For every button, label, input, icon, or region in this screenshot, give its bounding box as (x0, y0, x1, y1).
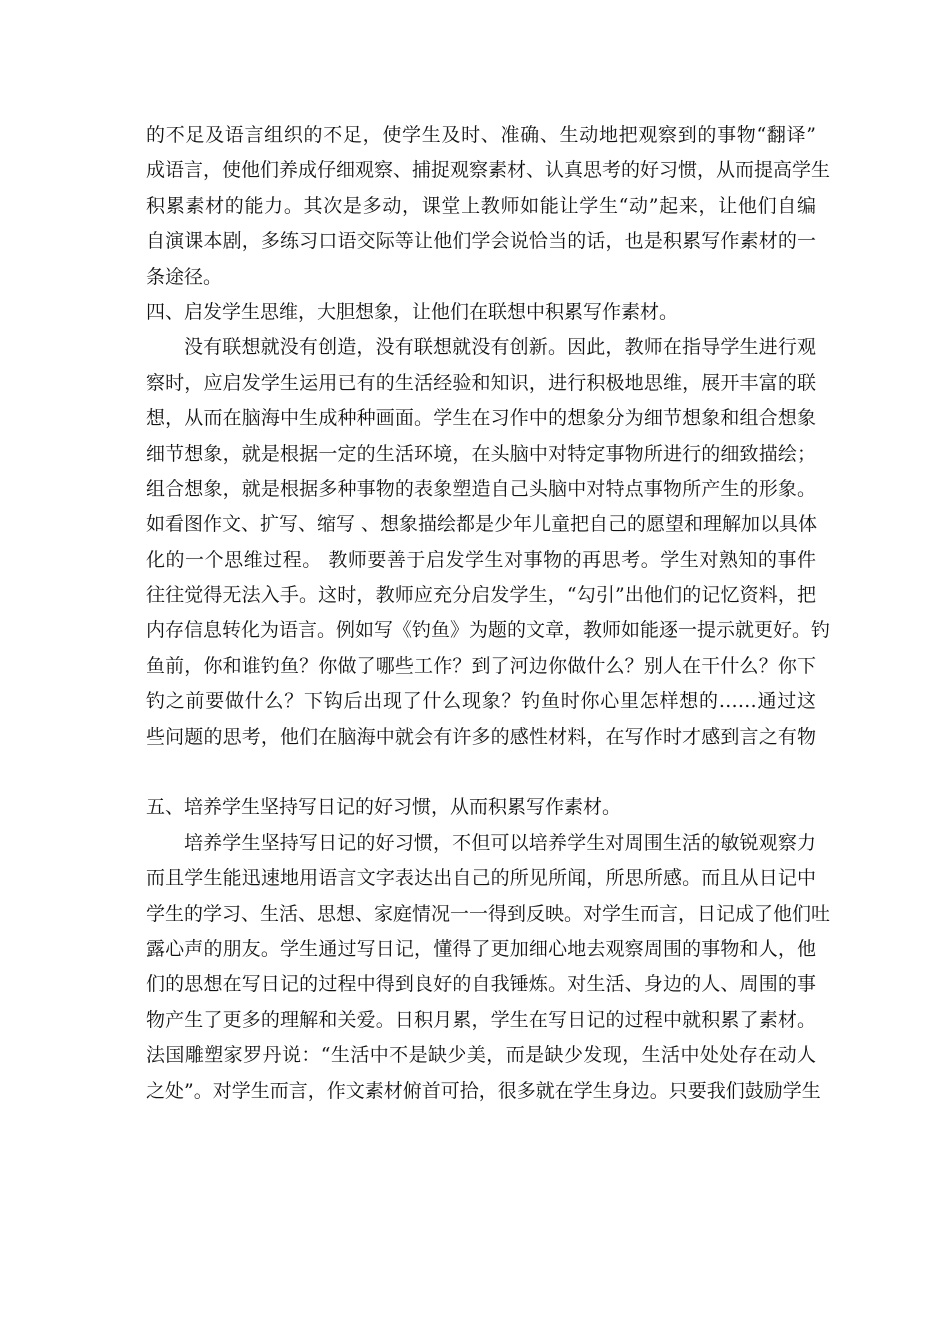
text-line: 想，从而在脑海中生成种种画面。学生在习作中的想象分为细节想象和组合想象 (146, 407, 816, 430)
section-heading-5: 五、培养学生坚持写日记的好习惯，从而积累写作素材。 (146, 796, 622, 819)
text-line: 露心声的朋友。学生通过写日记，懂得了更加细心地去观察周围的事物和人，他 (146, 937, 816, 960)
text-line: 积累素材的能力。其次是多动，课堂上教师如能让学生“动”起来，让他们自编 (146, 194, 816, 217)
text-line: 而且学生能迅速地用语言文字表达出自己的所见所闻，所思所感。而且从日记中 (146, 867, 816, 890)
text-line: 细节想象，就是根据一定的生活环境，在头脑中对特定事物所进行的细致描绘； (146, 442, 816, 465)
text-line: 如看图作文、扩写、缩写 、想象描绘都是少年儿童把自己的愿望和理解加以具体 (146, 513, 818, 536)
text-line: 学生的学习、生活、思想、家庭情况一一得到反映。对学生而言，日记成了他们吐 (146, 902, 831, 925)
text-line: 察时，应启发学生运用已有的生活经验和知识，进行积极地思维，展开丰富的联 (146, 371, 816, 394)
section-heading-4: 四、启发学生思维，大胆想象，让他们在联想中积累写作素材。 (146, 300, 679, 323)
text-line: 法国雕塑家罗丹说：“生活中不是缺少美，而是缺少发现，生活中处处存在动人 (146, 1044, 816, 1067)
text-line: 自演课本剧，多练习口语交际等让他们学会说恰当的话，也是积累写作素材的一 (146, 230, 816, 253)
text-line: 鱼前，你和谁钓鱼？你做了哪些工作？到了河边你做什么？别人在干什么？你下 (146, 654, 816, 677)
document-body (146, 118, 831, 1109)
text-line: 钓之前要做什么？下钩后出现了什么现象？钓鱼时你心里怎样想的……通过这 (146, 690, 816, 713)
text-line: 培养学生坚持写日记的好习惯，不但可以培养学生对周围生活的敏锐观察力 (184, 831, 816, 854)
text-line: 些问题的思考，他们在脑海中就会有许多的感性材料，在写作时才感到言之有物 (146, 725, 816, 748)
text-line: 之处”。对学生而言，作文素材俯首可拾，很多就在学生身边。只要我们鼓励学生 (146, 1079, 821, 1102)
paragraph-section-5 (146, 826, 831, 1109)
paragraph-continued (146, 118, 831, 295)
text-line: 物产生了更多的理解和关爱。日积月累，学生在写日记的过程中就积累了素材。 (146, 1008, 816, 1031)
text-line: 往往觉得无法入手。这时，教师应充分启发学生，“勾引”出他们的记忆资料，把 (146, 584, 816, 607)
text-line: 们的思想在写日记的过程中得到良好的自我锤炼。对生活、身边的人、周围的事 (146, 973, 816, 996)
text-line: 条途径。 (146, 265, 223, 288)
text-line: 成语言，使他们养成仔细观察、捕捉观察素材、认真思考的好习惯，从而提高学生 (146, 159, 831, 182)
text-line: 的不足及语言组织的不足，使学生及时、准确、生动地把观察到的事物“翻译” (146, 124, 816, 146)
blank-line (146, 755, 816, 790)
text-line: 组合想象，就是根据多种事物的表象塑造自己头脑中对特点事物所产生的形象。 (146, 477, 816, 500)
text-line: 没有联想就没有创造，没有联想就没有创新。因此，教师在指导学生进行观 (184, 336, 816, 359)
paragraph-section-4 (146, 330, 831, 755)
text-line: 内存信息转化为语言。例如写《钓鱼》为题的文章，教师如能逐一提示就更好。钓 (146, 619, 831, 642)
text-line: 化的一个思维过程。 教师要善于启发学生对事物的再思考。学生对熟知的事件 (146, 548, 816, 571)
